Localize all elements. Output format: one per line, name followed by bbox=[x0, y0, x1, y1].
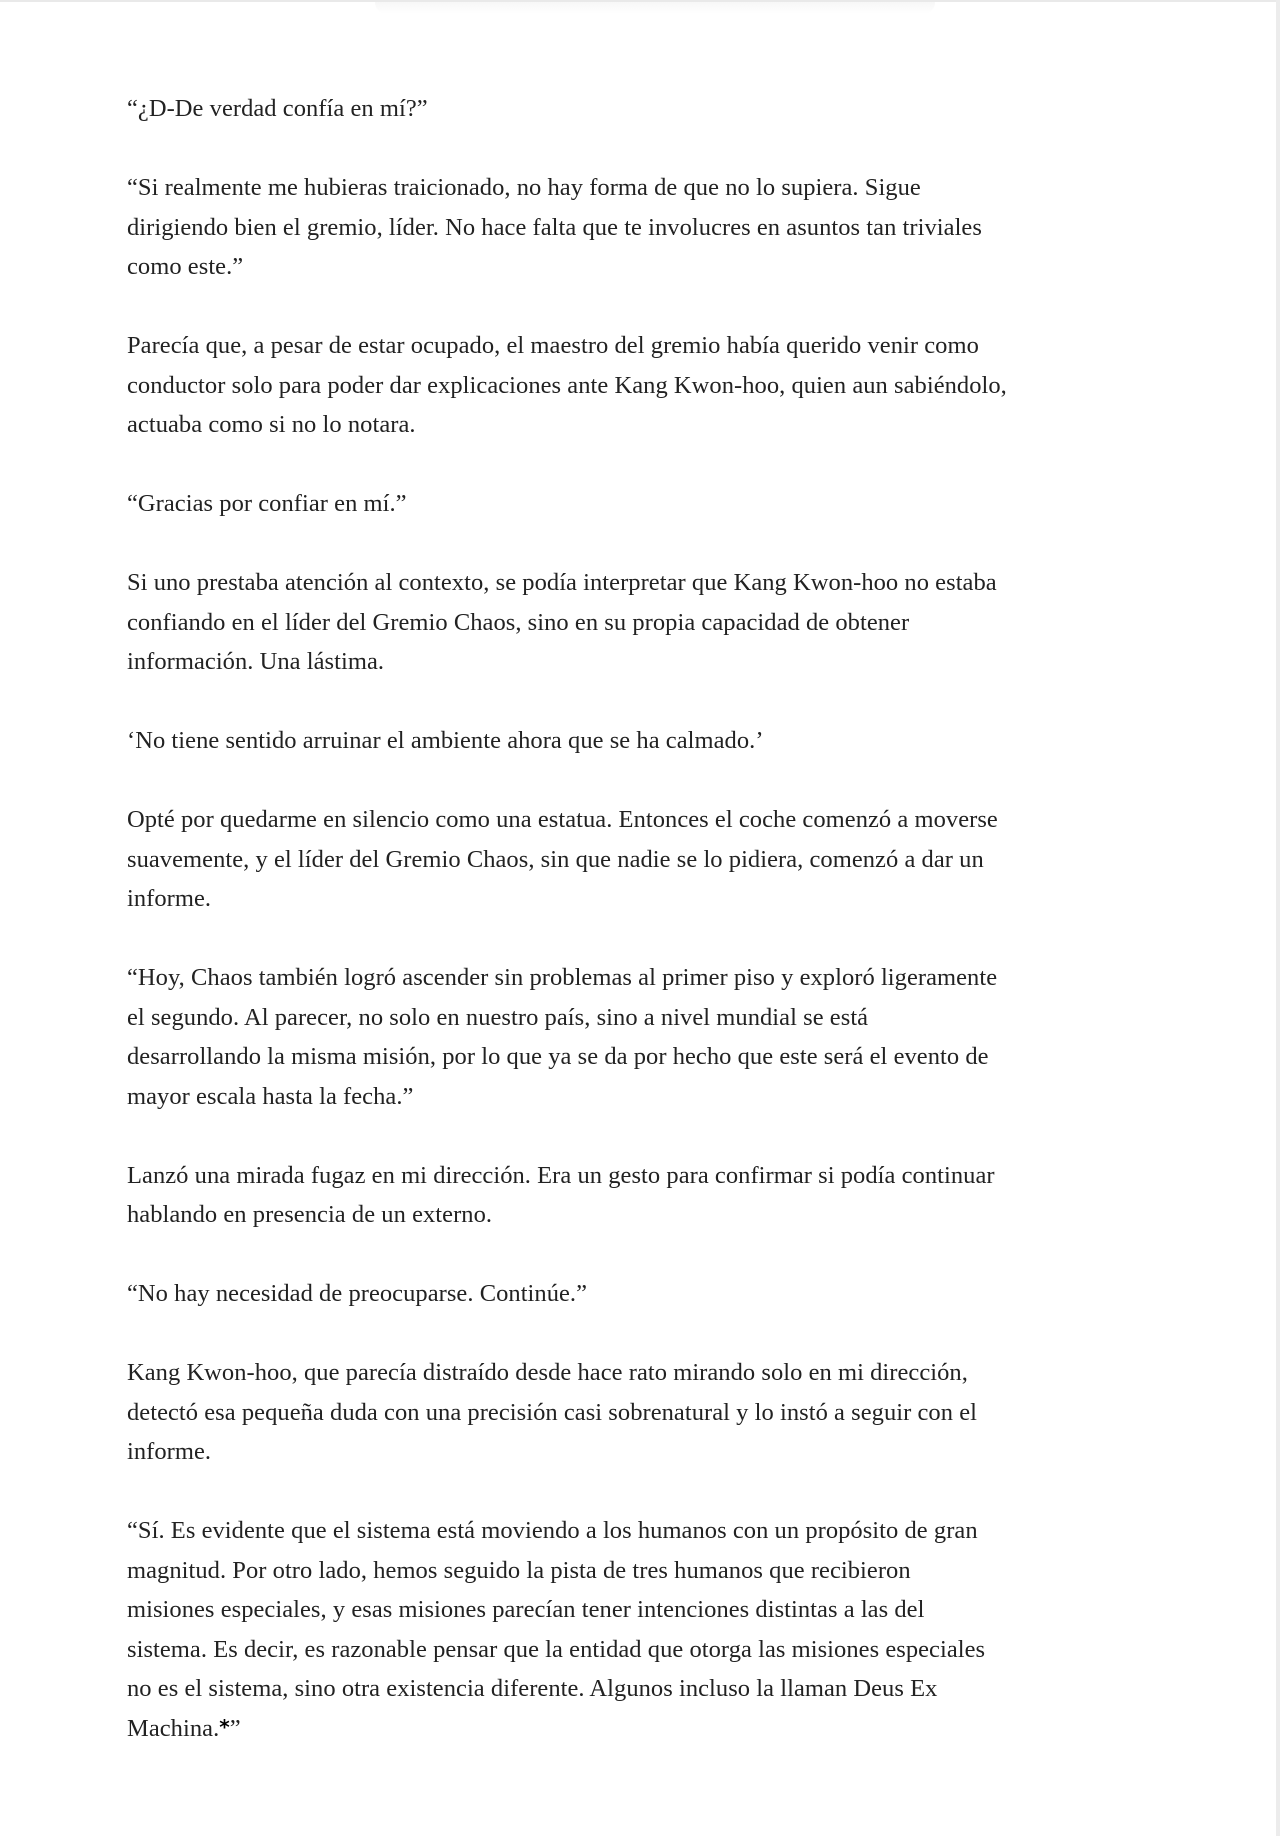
text-line: Kang Kwon-hoo, que parecía distraído desde hace rato mirando solo en mi dirección, bbox=[127, 1359, 968, 1386]
text-line: actuaba como si no lo notara. bbox=[127, 411, 416, 438]
vertical-scrollbar[interactable] bbox=[1276, 0, 1280, 1836]
paragraph-dialogue-2 bbox=[127, 168, 1167, 287]
paragraph-dialogue-1 bbox=[127, 89, 1167, 129]
text-line: desarrollando la misma misión, por lo que ya se da por hecho que este será el evento de bbox=[127, 1043, 989, 1070]
text-line: Si uno prestaba atención al contexto, se podía interpretar que Kang Kwon-hoo no estaba bbox=[127, 569, 997, 596]
paragraph-narration-2 bbox=[127, 563, 1167, 682]
paragraph-dialogue-6 bbox=[127, 1511, 1167, 1749]
text-line: sistema. Es decir, es razonable pensar que la entidad que otorga las misiones especiales bbox=[127, 1635, 986, 1663]
text-line: confiando en el líder del Gremio Chaos, sino en su propia capacidad de obtener bbox=[127, 608, 910, 636]
text-line: dirigiendo bien el gremio, líder. No hace falta que te involucres en asuntos tan triviales bbox=[127, 213, 982, 241]
text-line: “Si realmente me hubieras traicionado, no hay forma de que no lo supiera. Sigue bbox=[127, 174, 921, 201]
text-line: “Hoy, Chaos también logró ascender sin problemas al primer piso y exploró ligeramente bbox=[127, 964, 998, 991]
chapter-text bbox=[127, 89, 1167, 1789]
text-line: detectó esa pequeña duda con una precisión casi sobrenatural y lo instó a seguir con el bbox=[127, 1398, 977, 1426]
paragraph-narration-4 bbox=[127, 1156, 1167, 1235]
text-line: Lanzó una mirada fugaz en mi dirección. Era un gesto para confirmar si podía continuar bbox=[127, 1161, 995, 1189]
text-line: misiones especiales, y esas misiones parecían tener intenciones distintas a las del bbox=[127, 1596, 925, 1623]
text-line: “No hay necesidad de preocuparse. Continúe.” bbox=[127, 1280, 588, 1307]
text-line-last bbox=[127, 1709, 1167, 1750]
text-line: informe. bbox=[127, 885, 212, 912]
text-line: magnitud. Por otro lado, hemos seguido la pista de tres humanos que recibieron bbox=[127, 1556, 911, 1584]
paragraph-dialogue-3 bbox=[127, 484, 1167, 524]
text-line: suavemente, y el líder del Gremio Chaos, sin que nadie se lo pidiera, comenzó a dar un bbox=[127, 845, 984, 873]
text-line: no es el sistema, sino otra existencia diferente. Algunos incluso la llaman Deus Ex bbox=[127, 1675, 938, 1702]
text-line: hablando en presencia de un externo. bbox=[127, 1201, 493, 1228]
text-line: mayor escala hasta la fecha.” bbox=[127, 1082, 414, 1110]
paragraph-narration-3 bbox=[127, 800, 1167, 919]
text-line: ‘No tiene sentido arruinar el ambiente ahora que se ha calmado.’ bbox=[127, 727, 764, 754]
closing-quote: ” bbox=[229, 1714, 241, 1742]
paragraph-dialogue-5 bbox=[127, 1274, 1167, 1314]
paragraph-narration-1 bbox=[127, 326, 1167, 445]
text-fragment: Machina. bbox=[127, 1714, 220, 1742]
text-line: “Sí. Es evidente que el sistema está moviendo a los humanos con un propósito de gran bbox=[127, 1517, 978, 1544]
text-line: “Gracias por confiar en mí.” bbox=[127, 490, 407, 517]
text-line: conductor solo para poder dar explicaciones ante Kang Kwon-hoo, quien aun sabiéndolo, bbox=[127, 371, 1007, 399]
text-line: “¿D-De verdad confía en mí?” bbox=[127, 95, 428, 122]
footnote-marker-link[interactable]: * bbox=[219, 1714, 230, 1739]
top-header-shadow bbox=[375, 2, 935, 14]
text-line: como este.” bbox=[127, 253, 244, 280]
text-line: Opté por quedarme en silencio como una estatua. Entonces el coche comenzó a moverse bbox=[127, 806, 998, 833]
text-line: Parecía que, a pesar de estar ocupado, el maestro del gremio había querido venir como bbox=[127, 332, 979, 359]
text-line: información. Una lástima. bbox=[127, 648, 385, 675]
paragraph-dialogue-4 bbox=[127, 958, 1167, 1116]
text-line: informe. bbox=[127, 1438, 212, 1465]
paragraph-thought bbox=[127, 721, 1167, 761]
paragraph-narration-5 bbox=[127, 1353, 1167, 1472]
text-line: el segundo. Al parecer, no solo en nuestro país, sino a nivel mundial se está bbox=[127, 1003, 869, 1031]
